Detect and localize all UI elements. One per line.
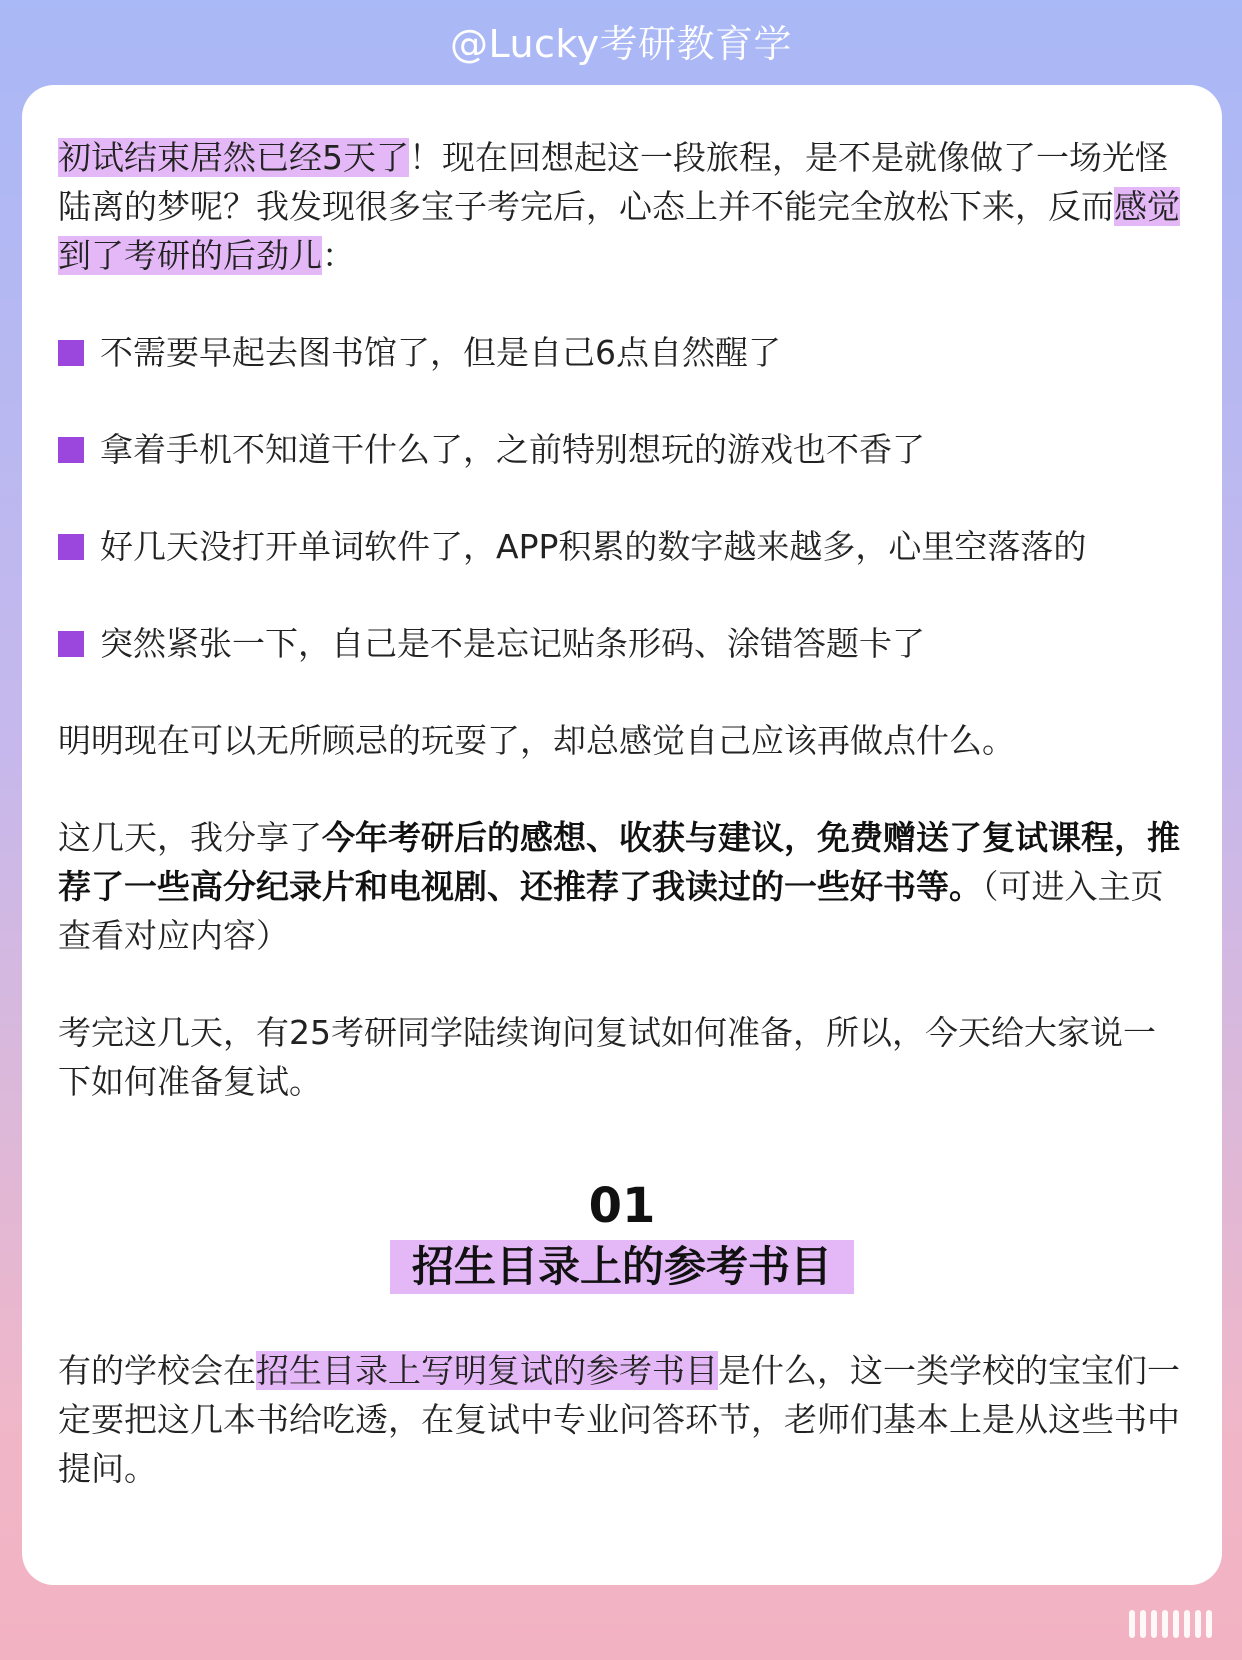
bullet-text: 不需要早起去图书馆了，但是自己6点自然醒了: [100, 333, 781, 372]
bullet-square-icon: [58, 437, 84, 463]
watermark-bar-icon: [1173, 1610, 1179, 1638]
bullet-square-icon: [58, 534, 84, 560]
page-header: [0, 0, 1242, 80]
bullet-item: [58, 619, 1186, 668]
share-bold-text: 今年考研后的感想、收获与建议，免费赠送了复试课程，推荐了一些高分纪录片和电视剧、还推荐了我读过的一些好书等。: [58, 818, 1180, 906]
bullet-item: [58, 522, 1186, 571]
bullet-square-icon: [58, 340, 84, 366]
content-card: [22, 85, 1222, 1585]
watermark-bar-icon: [1140, 1610, 1146, 1638]
section-title: 招生目录上的参考书目: [390, 1240, 854, 1294]
section-number: 01: [588, 1178, 656, 1234]
bullet-text: 拿着手机不知道干什么了，之前特别想玩的游戏也不香了: [100, 430, 925, 469]
paragraph-share: [58, 813, 1186, 960]
bullet-item: [58, 425, 1186, 474]
watermark-bar-icon: [1206, 1610, 1212, 1638]
paragraph-school: [58, 1346, 1186, 1493]
bullet-text: 突然紧张一下，自己是不是忘记贴条形码、涂错答题卡了: [100, 624, 925, 663]
watermark-bar-icon: [1195, 1610, 1201, 1638]
intro-text-2: ：: [322, 236, 355, 275]
account-watermark-title: @Lucky考研教育学: [449, 21, 793, 66]
section-title-wrap: [58, 1240, 1186, 1294]
bullet-text: 好几天没打开单词软件了，APP积累的数字越来越多，心里空落落的: [100, 527, 1087, 566]
watermark-bar-icon: [1129, 1610, 1135, 1638]
intro-text-1: ！现在回想起这一段旅程，是不是就像做了一场光怪陆离的梦呢？我发现很多宝子考完后，心态上并不能完全放松下来，反而: [58, 138, 1168, 226]
watermark-bar-icon: [1184, 1610, 1190, 1638]
intro-highlight-1: 初试结束居然已经5天了: [58, 138, 409, 177]
intro-paragraph: [58, 133, 1186, 280]
share-text-1: 这几天，我分享了: [58, 818, 322, 857]
paragraph-kaowan: 考完这几天，有25考研同学陆续询问复试如何准备，所以，今天给大家说一下如何准备复试。: [58, 1013, 1156, 1101]
bullet-square-icon: [58, 631, 84, 657]
intro-highlight-2: 感觉到了考研的后劲儿: [58, 187, 1180, 275]
platform-watermark-bars: [1129, 1610, 1212, 1638]
share-text-2: （可进入主页查看对应内容）: [58, 867, 1164, 955]
school-text-1: 有的学校会在: [58, 1351, 256, 1390]
bullet-item: [58, 328, 1186, 377]
watermark-bar-icon: [1162, 1610, 1168, 1638]
school-highlight: 招生目录上写明复试的参考书目: [256, 1351, 718, 1390]
school-text-2: 是什么，这一类学校的宝宝们一定要把这几本书给吃透，在复试中专业问答环节，老师们基本上是从这些书中提问。: [58, 1351, 1180, 1488]
paragraph-mingming: 明明现在可以无所顾忌的玩耍了，却总感觉自己应该再做点什么。: [58, 721, 1015, 760]
watermark-bar-icon: [1151, 1610, 1157, 1638]
